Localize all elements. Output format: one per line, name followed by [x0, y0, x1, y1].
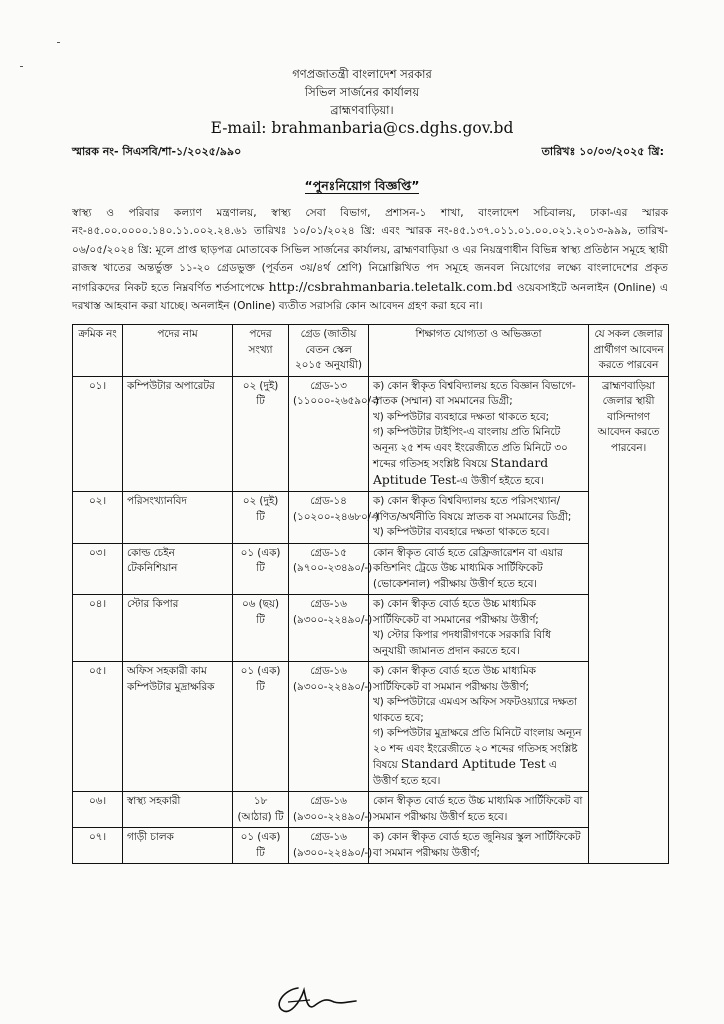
table-body: [73, 376, 669, 864]
intro-text-1: স্বাস্থ্য ও পরিবার কল্যাণ মন্ত্রণালয়, স্বাস্থ্য সেবা বিভাগ, প্রশাসন-১ শাখা, বাংলাদেশ সচিবালয়, ঢাকা-এর স্মারক নং-৪৫.০০.০০০০.১৪০.১১.০০২.২৪.৬১ তারিখঃ ১০/০১/২০২৪ খ্রি: এবং স্মারক নং-৪৫.১৩৭.০১১.০১.০০.০২১.২০১৩-৯৯৯, তারিখ- ০৬/০৫/২০২৪ খ্রি: মূলে প্রাপ্ত ছাড়পত্র মোতাবেক সিভিল সার্জনের কার্যালয়, ব্রাহ্মণবাড়িয়া ও এর নিয়ন্ত্রণাধীন বিভিন্ন স্বাস্থ্য প্রতিষ্ঠান সমূহে স্থায়ী রাজস্ব খাতের অন্তর্ভুক্ত ১১-২০ গ্রেডভুক্ত (পূর্বতন ৩য়/৪র্থ শ্রেণি) নিম্নোল্লিখিত পদ সমূহে জনবল নিয়োগের লক্ষ্যে বাংলাদেশের প্রকৃত নাগরিকদের নিকট হতে নিম্নবর্ণিত শর্তসাপেক্ষে: [72, 207, 668, 294]
header-email: E-mail: brahmanbaria@cs.dghs.gov.bd: [210, 119, 514, 137]
qualification-text: খ) কম্পিউটারে এমএস অফিস সফটওয়্যারে দক্ষতা থাকতে হবে;: [373, 696, 577, 724]
serial-cell: ০১।: [73, 376, 123, 492]
grade-cell: [289, 492, 379, 544]
pay-scale: (৯৭০০-২৩৪৯০/-): [293, 562, 373, 574]
qualification-item: [373, 494, 584, 525]
qualification-item: [373, 379, 584, 410]
qualification-text: খ) কম্পিউটার ব্যবহারে দক্ষতা থাকতে হবে।: [373, 526, 550, 538]
qualification-item: [373, 597, 584, 628]
grade-label: গ্রেড-১৬: [310, 795, 347, 807]
qualification-item: [373, 525, 584, 541]
grade-cell: [289, 662, 373, 792]
pay-scale: (৯৩০০-২২৪৯০/-): [293, 810, 373, 823]
pay-scale: (৯৩০০-২২৪৯০/-): [293, 680, 373, 693]
qualification-text: খ) কম্পিউটার ব্যবহারে দক্ষতা থাকতে হবে;: [373, 410, 550, 423]
eligibility-cell: ব্রাহ্মণবাড়িয়া জেলার স্থায়ী বাসিন্দাগণ আবেদন করতে পারবেন।: [589, 376, 669, 864]
grade-cell: [289, 595, 373, 662]
pay-scale: (৯৩০০-২২৪৯০/-): [293, 846, 373, 859]
qualification-cell: [369, 792, 589, 828]
intro-paragraph: [72, 204, 668, 315]
grade-label: গ্রেড-১৬: [310, 598, 347, 610]
post-count-cell: ০১ (এক) টি: [233, 828, 289, 864]
post-name-cell: স্বাস্থ্য সহকারী: [123, 792, 233, 828]
qualification-cell: [369, 595, 589, 662]
grade-cell: [289, 828, 373, 864]
qualification-text: ক) কোন স্বীকৃত বিশ্ববিদ্যালয় হতে বিজ্ঞান বিভাগে-স্নাতক (সম্মান) বা সমমানের ডিগ্রী;: [373, 379, 576, 407]
column-header: গ্রেড (জাতীয় বেতন স্কেল ২০১৫ অনুযায়ী): [289, 325, 369, 377]
qualification-cell: [369, 376, 589, 492]
qualification-item: [373, 664, 584, 695]
post-name-cell: কোল্ড চেইন টেকনিশিয়ান: [123, 543, 233, 595]
qualification-cell: [369, 492, 589, 544]
website-url: http://csbrahmanbaria.teletalk.com.bd: [268, 278, 513, 294]
qualification-text: ক) কোন স্বীকৃত বোর্ড হতে উচ্চ মাধ্যমিক সার্টিফিকেট বা সমমান পরীক্ষায় উত্তীর্ণ;: [373, 665, 536, 693]
table-row: [73, 662, 669, 792]
qualification-text: গ) কম্পিউটার মুদ্রাক্ষরে প্রতি মিনিটে বাংলায় অন্যূন ২০ শব্দ এবং ইংরেজীতে ২০ শব্দের গতিসহ সংশ্লিষ্ট বিষয়ে: [373, 727, 582, 771]
post-count-cell: ১৮ (আঠার) টি: [233, 792, 289, 828]
post-count-cell: ০১ (এক) টি: [233, 662, 289, 792]
post-count-cell: ০২ (দুই) টি: [233, 492, 289, 544]
table-row: [73, 543, 669, 595]
header-office: সিভিল সার্জনের কার্যালয়: [304, 85, 420, 99]
memo-ref: স্মারক নং- সিএসবি/শা-১/২০২৫/৯৯০: [72, 145, 242, 158]
notice-title: [0, 178, 724, 198]
column-header: শিক্ষাগত যোগ্যতা ও অভিজ্ঞতা: [369, 325, 589, 377]
post-count-cell: ০২ (দুই) টি: [233, 376, 289, 492]
pay-scale: (১০২০০-২৪৬৮০/-): [293, 510, 379, 523]
grade-label: গ্রেড-১৫: [310, 546, 347, 559]
table-row: [73, 376, 669, 492]
table-row: [73, 828, 669, 864]
grade-cell: [289, 543, 373, 595]
qualification-cell: [369, 662, 589, 792]
table-row: [73, 595, 669, 662]
qualification-text: কোন স্বীকৃত বোর্ড হতে উচ্চ মাধ্যমিক সার্টিফিকেট বা সমমান পরীক্ষায় উত্তীর্ণ হতে হবে।: [373, 795, 583, 823]
qualification-item: [373, 830, 584, 861]
qualification-cell: [369, 828, 589, 864]
grade-label: গ্রেড-১৩: [310, 379, 347, 392]
qualification-item: [373, 794, 584, 825]
qualification-text-end: এ উত্তীর্ণ হতে হবে।: [373, 759, 557, 787]
column-header: ক্রমিক নং: [73, 325, 123, 377]
table-row: [73, 492, 669, 544]
grade-label: গ্রেড-১৬: [310, 665, 347, 677]
grade-cell: [289, 376, 379, 492]
scan-speck: [57, 42, 60, 43]
notice-title-text: “পুনঃনিয়োগ বিজ্ঞপ্তি”: [304, 178, 420, 193]
qualification-text: গ) কম্পিউটার টাইপিং-এ বাংলায় প্রতি মিনিটে অনূন্য ২৫ শব্দ এবং ইংরেজীতে প্রতি মিনিটে ৩০ শব্দের গতিসহ সংশ্লিষ্ট বিষয়ে: [373, 426, 568, 470]
qualification-item: [373, 628, 584, 659]
post-count-cell: ০১ (এক) টি: [233, 543, 289, 595]
post-count-cell: ০৬ (ছয়) টি: [233, 595, 289, 662]
column-header: পদের সংখ্যা: [233, 325, 289, 377]
qualification-item: [373, 425, 584, 489]
post-name-cell: পরিসংখ্যানবিদ: [123, 492, 233, 544]
serial-cell: ০৪।: [73, 595, 123, 662]
table-row: [73, 792, 669, 828]
grade-cell: [289, 792, 373, 828]
qualification-text: ক) কোন স্বীকৃত বোর্ড হতে উচ্চ মাধ্যমিক সার্টিফিকেট বা সমমানের পরীক্ষায় উত্তীর্ণ;: [373, 598, 539, 626]
serial-cell: ০৭।: [73, 828, 123, 864]
table-header-row: [73, 325, 669, 377]
header-district: ব্রাহ্মণবাড়িয়া।: [330, 103, 394, 117]
grade-label: গ্রেড-১৪: [310, 495, 347, 507]
serial-cell: ০৬।: [73, 792, 123, 828]
post-name-cell: স্টোর কিপার: [123, 595, 233, 662]
serial-cell: ০৩।: [73, 543, 123, 595]
qualification-item: [373, 546, 584, 593]
qualification-english-term: Standard Aptitude Test: [400, 757, 546, 771]
pay-scale: (১১০০০-২৬৫৯০/-): [293, 395, 379, 407]
qualification-english-term: Standard Aptitude Test: [373, 456, 549, 487]
qualification-item: [373, 695, 584, 726]
pay-scale: (৯৩০০-২২৪৯০/-): [293, 613, 373, 626]
grade-label: গ্রেড-১৬: [310, 831, 347, 843]
serial-cell: ০৫।: [73, 662, 123, 792]
qualification-item: [373, 726, 584, 789]
post-name-cell: কম্পিউটার অপারেটর: [123, 376, 233, 492]
header-government: গণপ্রজাতন্ত্রী বাংলাদেশ সরকার: [292, 67, 432, 81]
qualification-text: ক) কোন স্বীকৃত বিশ্ববিদ্যালয় হতে পরিসংখ্যান/গণিত/অর্থনীতি বিষয়ে স্নাতক বা সমমানের ডিগ্রী;: [373, 495, 572, 523]
qualification-text-end: -এ উত্তীর্ণ হইতে হবে।: [456, 474, 544, 487]
posts-table: [72, 324, 669, 864]
memo-date: তারিখঃ ১০/০৩/২০২৫ খ্রি:: [541, 145, 664, 158]
post-name-cell: গাড়ী চালক: [123, 828, 233, 864]
qualification-text: কোন স্বীকৃত বোর্ড হতে রেফ্রিজারেশন বা এয়ার কন্ডিশনিং ট্রেডে উচ্চ মাধ্যমিক সার্টিফিকেট (ভোকেশনাল) পরীক্ষায় উত্তীর্ণ হতে হবে।: [373, 546, 563, 590]
column-header: যে সকল জেলার প্রার্থীগণ আবেদন করতে পারবেন: [589, 325, 669, 377]
qualification-text: খ) স্টোর কিপার পদধারীগণকে সরকারি বিধি অনুযায়ী জামানত প্রদান করতে হবে।: [373, 629, 551, 657]
post-name-cell: অফিস সহকারী কাম কম্পিউটার মুদ্রাক্ষরিক: [123, 662, 233, 792]
qualification-item: [373, 410, 584, 426]
qualification-cell: [369, 543, 589, 595]
signature-icon: [270, 980, 360, 1020]
qualification-text: ক) কোন স্বীকৃত বোর্ড হতে জুনিয়র স্কুল সার্টিফিকেট বা সমমান পরীক্ষায় উত্তীর্ণ;: [373, 831, 581, 859]
serial-cell: ০২।: [73, 492, 123, 544]
intro-text-2: ওয়েবসাইটে অনলাইন (Online) এ দরখাস্ত আহবান করা যাচ্ছে। অনলাইন (Online) ব্যতীত সরাসরি কোন আবেদন গ্রহণ করা হবে না।: [72, 281, 669, 313]
column-header: পদের নাম: [123, 325, 233, 377]
